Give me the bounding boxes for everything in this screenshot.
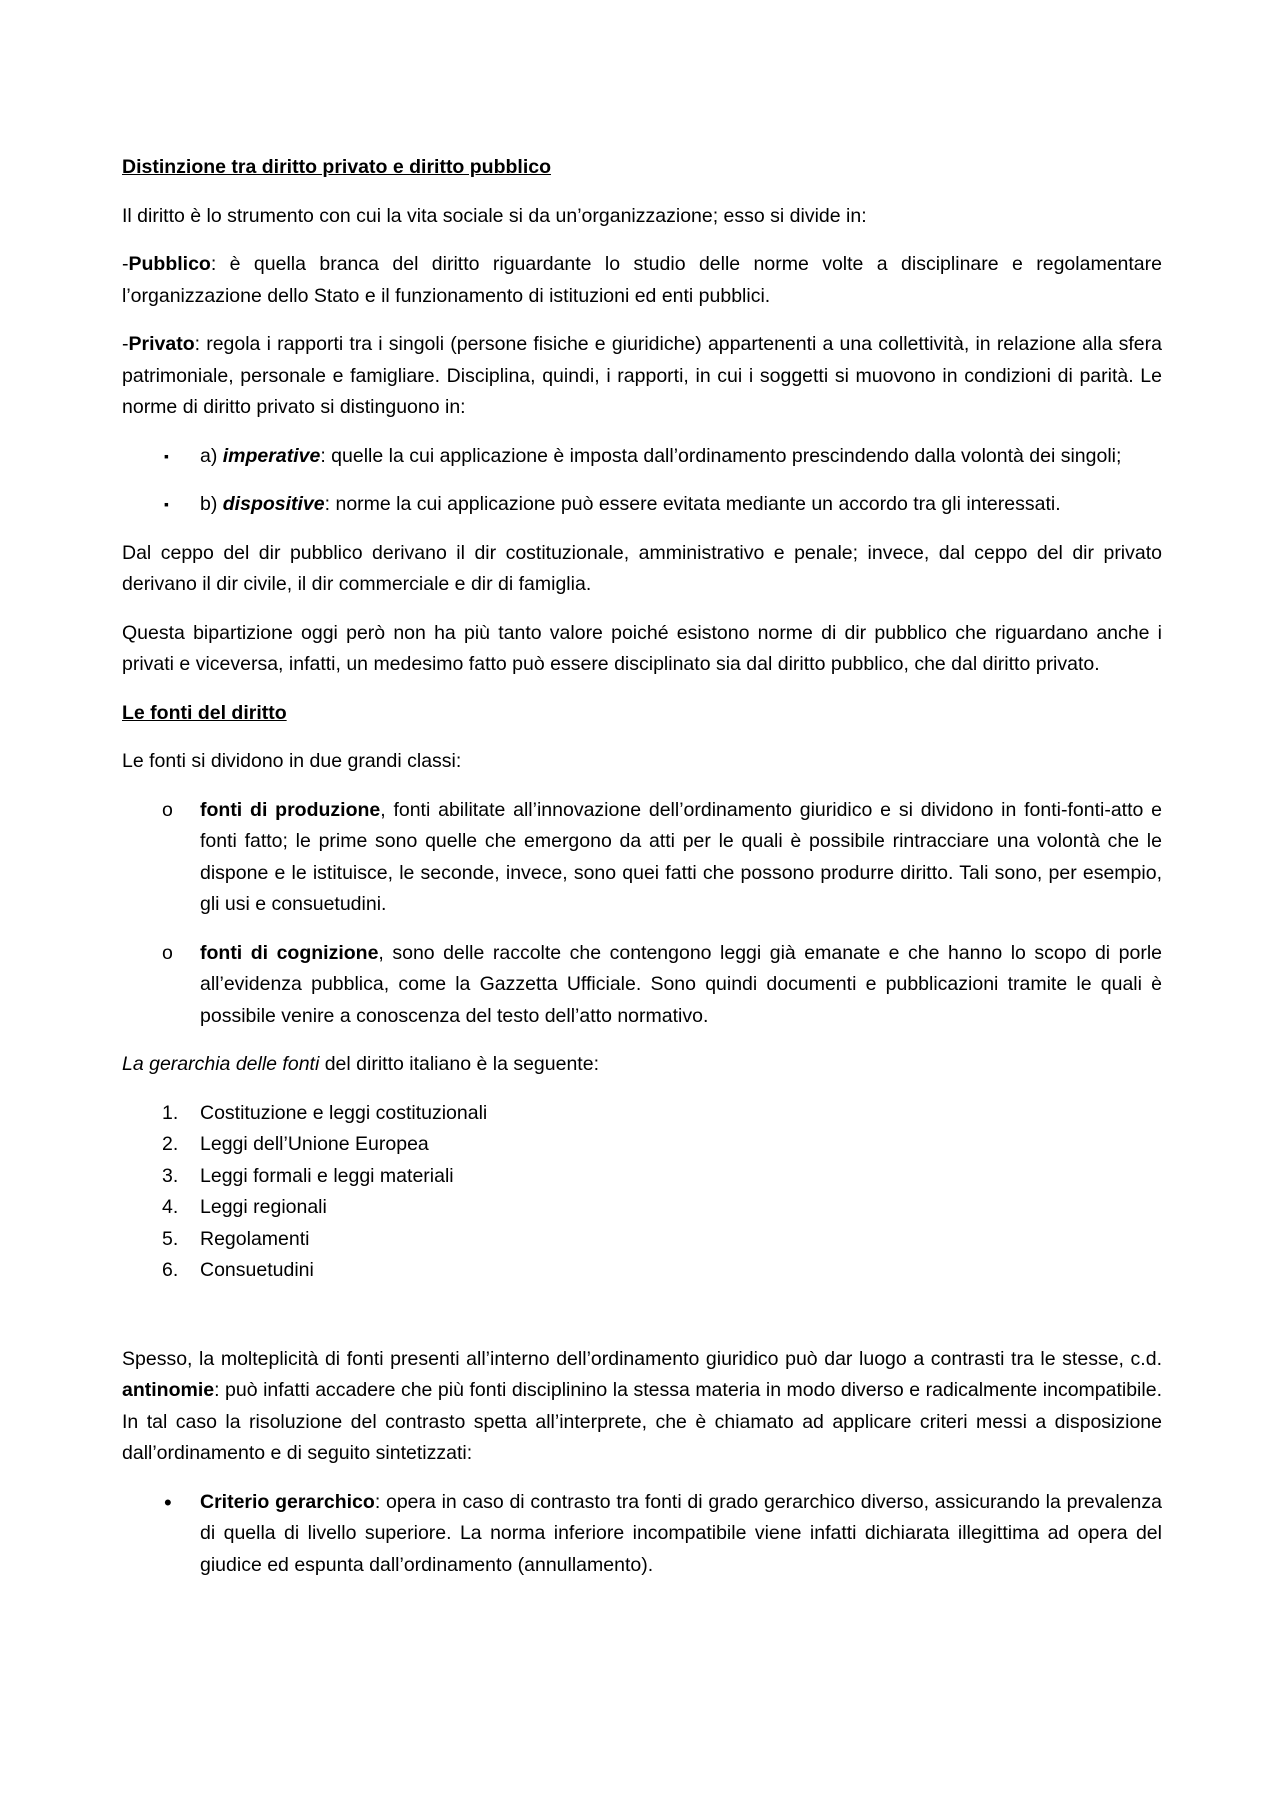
- list-item-label: Costituzione e leggi costituzionali: [200, 1101, 488, 1124]
- list-number: 6.: [162, 1259, 179, 1281]
- list-item-prefix: b): [200, 493, 223, 515]
- pubblico-paragraph: [122, 249, 1162, 312]
- square-bullet-icon: ▪: [164, 447, 169, 464]
- gerarchia-intro-paragraph: [122, 1049, 1162, 1081]
- intro-paragraph: Il diritto è lo strumento con cui la vita sociale si da un’organizzazione; esso si divide in:: [122, 204, 867, 227]
- pubblico-prefix: -: [122, 253, 129, 275]
- ceppo-paragraph: Dal ceppo del dir pubblico derivano il dir costituzionale, amministrativo e penale; invece, dal ceppo del dir privato derivano il dir civile, il dir commerciale e dir di famiglia.: [122, 541, 1162, 595]
- list-item-fonti-produzione: [122, 795, 1162, 921]
- section-title-distinzione: Distinzione tra diritto privato e diritto pubblico: [122, 156, 551, 178]
- list-item-fonti-cognizione: [122, 938, 1162, 1033]
- list-number: 4.: [162, 1196, 179, 1218]
- list-item-prefix: a): [200, 444, 223, 467]
- circle-bullet-icon: o: [162, 941, 173, 964]
- list-item-term: imperative: [222, 444, 321, 467]
- privato-prefix: -: [122, 333, 129, 355]
- pubblico-text: : è quella branca del diritto riguardante lo studio delle norme volte a disciplinare e regolamentare l’organizzazione dello Stato e il funzionamento di istituzioni ed enti pubblici.: [122, 253, 1162, 307]
- list-item-label: Leggi formali e leggi materiali: [200, 1164, 454, 1187]
- list-item-text: : quelle la cui applicazione è imposta dall’ordinamento prescindendo dalla volontà dei singoli;: [320, 444, 1122, 467]
- list-item-criterio-gerarchico: [122, 1487, 1162, 1582]
- list-item: [122, 1192, 1162, 1224]
- pubblico-term: Pubblico: [128, 253, 211, 275]
- square-bullet-icon: ▪: [164, 496, 169, 512]
- gerarchia-text: del diritto italiano è la seguente:: [319, 1053, 599, 1075]
- list-item-dispositive: [122, 489, 1162, 521]
- antinomie-paragraph: [122, 1344, 1162, 1470]
- list-item-label: Consuetudini: [200, 1259, 314, 1281]
- gerarchia-italic: La gerarchia delle fonti: [122, 1053, 320, 1075]
- list-item-text: , fonti abilitate all’innovazione dell’ordinamento giuridico e si dividono in fonti-fonti-atto e fonti fatto; le prime sono quelle che emergono da atti per le quali è possibile rintracciare una volontà che le dispone e le istituisce, le seconde, invece, sono quei fatti che possono produrre diritto. Tali sono, per esempio, gli usi e consuetudini.: [200, 798, 1162, 915]
- list-number: 2.: [162, 1133, 179, 1155]
- list-item: [122, 1161, 1162, 1193]
- antinomie-term: antinomie: [122, 1379, 215, 1401]
- circle-bullet-icon: o: [162, 798, 173, 821]
- list-number: 1.: [162, 1101, 179, 1124]
- list-item-label: Leggi regionali: [200, 1196, 327, 1218]
- list-item: [122, 1098, 1162, 1130]
- list-item-label: Leggi dell’Unione Europea: [200, 1133, 429, 1155]
- list-item: [122, 1224, 1162, 1256]
- list-item: [122, 1255, 1162, 1287]
- list-number: 3.: [162, 1164, 179, 1187]
- list-item-imperative: [122, 441, 1162, 473]
- document-body: [122, 152, 1162, 1598]
- list-item-text: : norme la cui applicazione può essere evitata mediante un accordo tra gli interessati.: [324, 493, 1061, 515]
- privato-term: Privato: [128, 333, 195, 355]
- list-item-term: Criterio gerarchico: [200, 1490, 375, 1513]
- list-item-term: dispositive: [222, 493, 325, 515]
- privato-text: : regola i rapporti tra i singoli (persone fisiche e giuridiche) appartenenti a una collettività, in relazione alla sfera patrimoniale, personale e famigliare. Disciplina, quindi, i rapporti, in cui i soggetti si muovono in condizioni di parità. Le norme di diritto privato si distinguono in:: [122, 333, 1162, 418]
- list-item-term: fonti di cognizione: [200, 941, 379, 964]
- blank-line: [122, 1304, 1162, 1344]
- list-item-text: , sono delle raccolte che contengono leggi già emanate e che hanno lo scopo di porle all’evidenza pubblica, come la Gazzetta Ufficiale. Sono quindi documenti e pubblicazioni tramite le quali è possibile venire a conoscenza del testo dell’atto normativo.: [200, 941, 1162, 1027]
- list-item: [122, 1129, 1162, 1161]
- list-item-term: fonti di produzione: [200, 798, 381, 821]
- antinomie-before: Spesso, la molteplicità di fonti presenti all’interno dell’ordinamento giuridico può dar luogo a contrasti tra le stesse, c.d.: [122, 1347, 1162, 1370]
- bipartizione-paragraph: Questa bipartizione oggi però non ha più tanto valore poiché esistono norme di dir pubblico che riguardano anche i privati e viceversa, infatti, un medesimo fatto può essere disciplinato sia dal diritto pubblico, che dal diritto privato.: [122, 621, 1162, 675]
- list-item-text: : opera in caso di contrasto tra fonti di grado gerarchico diverso, assicurando la prevalenza di quella di livello superiore. La norma inferiore incompatibile viene infatti dichiarata illegittima ad opera del giudice ed espunta dall’ordinamento (annullamento).: [200, 1490, 1162, 1576]
- section-title-fonti: Le fonti del diritto: [122, 701, 287, 724]
- gerarchia-list: [122, 1098, 1162, 1287]
- list-item-label: Regolamenti: [200, 1227, 310, 1250]
- list-number: 5.: [162, 1227, 179, 1250]
- fonti-intro-paragraph: Le fonti si dividono in due grandi classi:: [122, 750, 462, 772]
- antinomie-after: : può infatti accadere che più fonti disciplinino la stessa materia in modo diverso e radicalmente incompatibile. In tal caso la risoluzione del contrasto spetta all’interprete, che è chiamato ad applicare criteri messi a disposizione dall’ordinamento e di seguito sintetizzati:: [122, 1379, 1162, 1464]
- privato-paragraph: [122, 329, 1162, 424]
- bullet-icon: •: [164, 1489, 172, 1515]
